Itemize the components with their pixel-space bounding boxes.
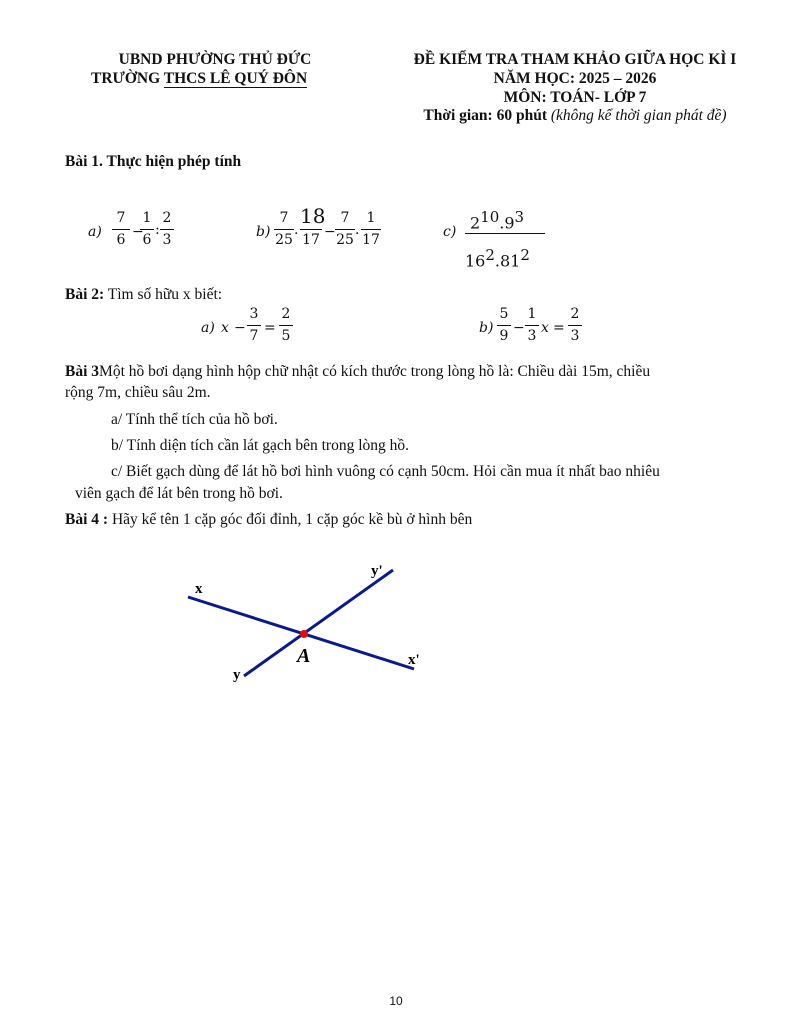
bai1-b-frac2: 18 17 [300,204,326,248]
bai2-title-bold: Bài 2: [65,286,105,303]
subject: MÔN: TOÁN- LỚP 7 [503,89,647,106]
bai1-b-label: b) [256,224,271,240]
label-y: y [233,667,241,683]
page-number: 10 [389,994,403,1008]
bai2-b-eq: = [553,320,565,336]
label-x-prime: x' [408,652,420,668]
bai2-title-rest: Tìm số hữu x biết: [104,286,223,303]
bai1-b-op2: − [324,224,336,240]
school-authority: UBND PHƯỜNG THỦ ĐỨC [118,51,312,68]
exam-time-duration: Thời gian: 60 phút [423,107,547,124]
bai1-c-label: c) [443,224,457,240]
bai1-title: Bài 1. Thực hiện phép tính [65,153,242,170]
bai3-c-line2: viên gạch để lát bên trong hồ bơi. [75,485,283,502]
school-name-underlined: THCS LÊ QUÝ ĐÔN [163,70,308,87]
bai2-a-var: x [221,320,229,336]
bai1-a-frac1: 7 6 [112,210,130,249]
bai4-title-bold: Bài 4 : [65,511,109,528]
exam-time-note: (không kể thời gian phát đề) [550,107,727,124]
bai1-b-op3: . [355,222,360,238]
bai1-c-den: $16^2.81^2$ [465,246,530,271]
bai1-b-frac3: 7 25 [336,210,354,248]
bai2-b-op: − [513,320,525,336]
point-a [300,630,308,638]
bai3-b: b/ Tính diện tích cần lát gạch bên trong lòng hồ. [111,437,410,454]
bai2-a-eq: = [264,320,276,336]
label-y-prime: y' [371,563,383,579]
school-name-prefix: TRƯỜNG [91,70,164,87]
bai2-b-frac1: 5 9 [497,306,511,345]
bai1-b-op1: . [294,222,299,238]
bai1-a-label: a) [88,224,102,240]
bai1-a-frac3: 2 3 [160,210,174,249]
bai2-a-label: a) [201,320,215,336]
bai1-b-frac4: 1 17 [362,210,380,248]
bai3-c-line1: c/ Biết gạch dùng để lát hồ bơi hình vuông có cạnh 50cm. Hỏi cần mua ít nhất bao nhiêu [111,463,660,480]
bai1-a-op2: : [155,222,160,238]
bai2-b-frac3: 2 3 [568,306,582,345]
bai2-a-op: − [234,320,246,336]
bai2-b-var: x [541,320,549,336]
label-x: x [195,581,203,597]
bai1-a-frac2: 1 6 [140,210,154,249]
bai2-a-frac1: 3 7 [247,306,261,345]
bai2-a-frac2: 2 5 [279,306,293,345]
bai2-b-frac2: 1 3 [525,306,539,345]
bai2-b-label: b) [479,320,494,336]
bai3-title: Bài 3 [65,363,100,380]
bai3-a: a/ Tính thể tích của hồ bơi. [111,411,278,428]
school-year: NĂM HỌC: 2025 – 2026 [493,70,657,87]
bai3-line1-text: Một hồ bơi dạng hình hộp chữ nhật có kích thước trong lòng hồ là: Chiều dài 15m, chiều [99,363,651,380]
bai3-line2: rộng 7m, chiều sâu 2m. [65,384,211,401]
bai1-b-frac1: 7 25 [275,210,293,248]
bai1-c-num: $2^{10}.9^3$ [470,208,525,233]
bai1-a-op1: − [132,224,144,240]
exam-title: ĐỀ KIỂM TRA THAM KHẢO GIỮA HỌC KÌ I [413,51,737,68]
label-a: A [297,645,311,667]
bai4-title-rest: Hãy kể tên 1 cặp góc đối đỉnh, 1 cặp góc kề bù ở hình bên [108,511,473,528]
